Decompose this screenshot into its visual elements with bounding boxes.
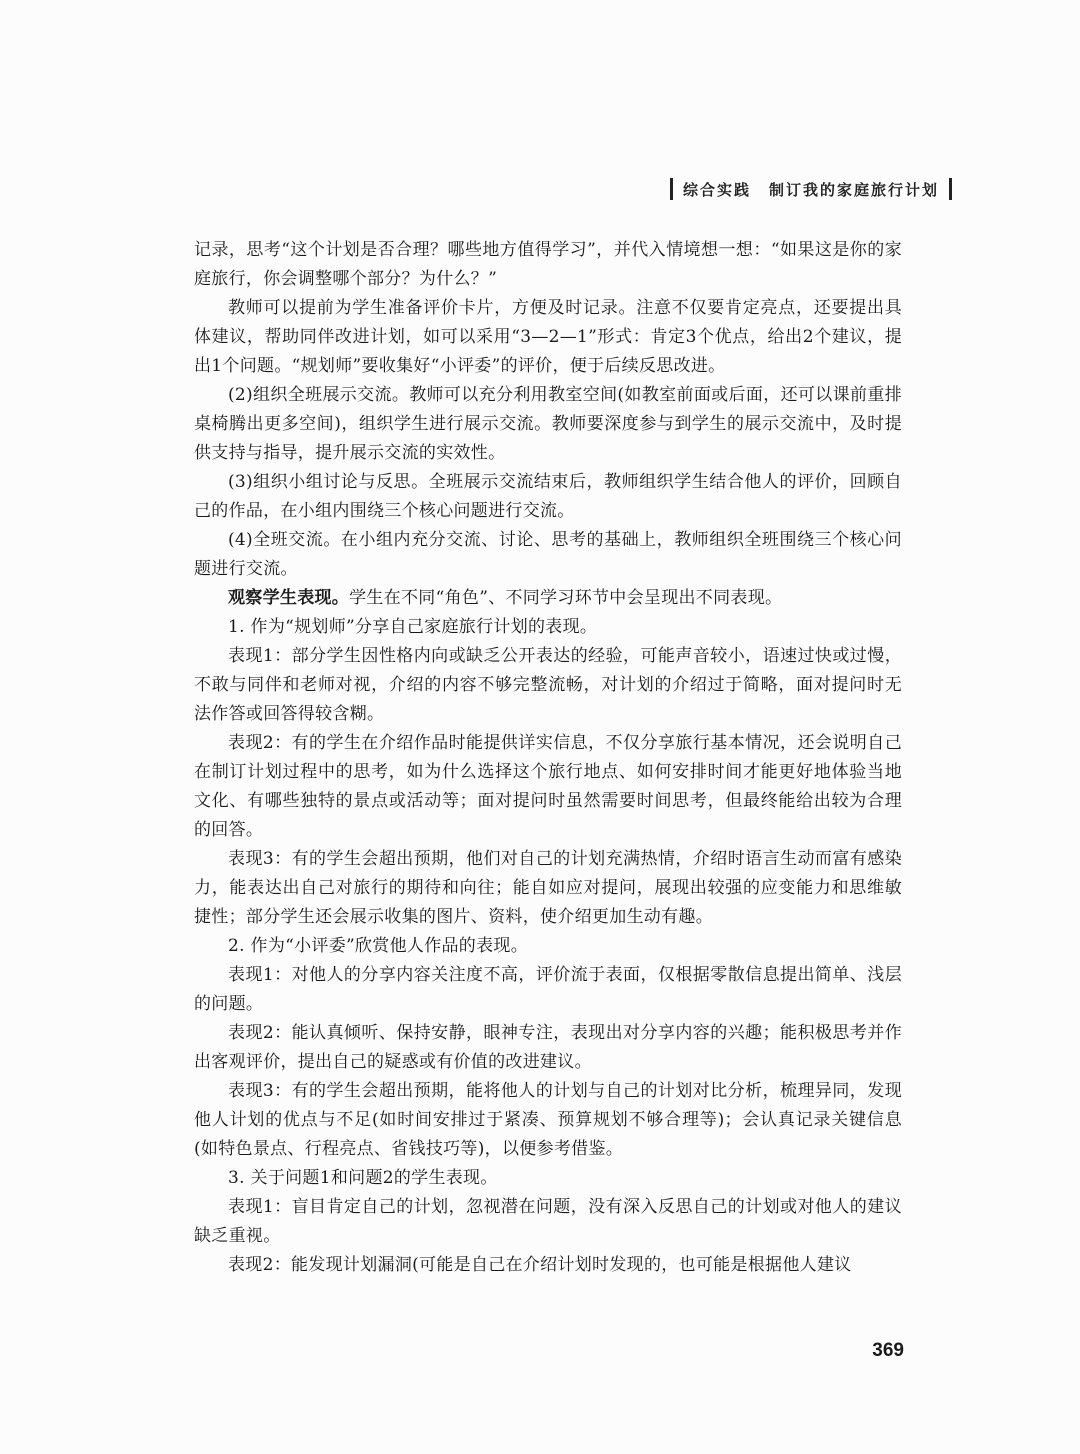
header-title: 制订我的家庭旅行计划 (768, 180, 939, 199)
paragraph: 表现2：能发现计划漏洞(可能是自己在介绍计划时发现的，也可能是根据他人建议 (228, 1255, 852, 1275)
paragraph: 3. 关于问题1和问题2的学生表现。 (228, 1168, 498, 1188)
paragraph: 教师可以提前为学生准备评价卡片，方便及时记录。注意不仅要肯定亮点，还要提出具体建议，帮助同伴改进计划，如可以采用“3—2—1”形式：肯定3个优点，给出2个建议，提出1个问题。“规划师”要收集好“小评委”的评价，便于后续反思改进。 (194, 298, 902, 376)
page-number: 369 (872, 1340, 904, 1361)
running-header (670, 178, 952, 200)
paragraph: 表现2：有的学生在介绍作品时能提供详实信息，不仅分享旅行基本情况，还会说明自己在制订计划过程中的思考，如为什么选择这个旅行地点、如何安排时间才能更好地体验当地文化、有哪些独特的景点或活动等；面对提问时虽然需要时间思考，但最终能给出较为合理的回答。 (194, 733, 902, 840)
paragraph: 表现1：盲目肯定自己的计划，忽视潜在问题，没有深入反思自己的计划或对他人的建议缺乏重视。 (194, 1197, 902, 1246)
paragraph: 2. 作为“小评委”欣赏他人作品的表现。 (228, 936, 529, 956)
paragraph: (4)全班交流。在小组内充分交流、讨论、思考的基础上，教师组织全班围绕三个核心问题进行交流。 (194, 530, 902, 579)
paragraph (194, 584, 902, 613)
paragraph: (3)组织小组讨论与反思。全班展示交流结束后，教师组织学生结合他人的评价，回顾自己的作品，在小组内围绕三个核心问题进行交流。 (194, 472, 902, 521)
header-text (673, 179, 949, 200)
header-right-bar (949, 178, 952, 200)
paragraph: 表现1：部分学生因性格内向或缺乏公开表达的经验，可能声音较小，语速过快或过慢，不敢与同伴和老师对视，介绍的内容不够完整流畅，对计划的介绍过于简略，面对提问时无法作答或回答得较含糊。 (194, 646, 902, 724)
paragraph: (2)组织全班展示交流。教师可以充分利用教室空间(如教室前面或后面，还可以课前重排桌椅腾出更多空间)，组织学生进行展示交流。教师要深度参与到学生的展示交流中，及时提供支持与指导，提升展示交流的实效性。 (194, 385, 902, 463)
paragraph: 表现3：有的学生会超出预期，他们对自己的计划充满热情，介绍时语言生动而富有感染力，能表达出自己对旅行的期待和向往；能自如应对提问，展现出较强的应变能力和思维敏捷性；部分学生还会展示收集的图片、资料，使介绍更加生动有趣。 (194, 849, 902, 927)
body-text (194, 236, 902, 1280)
paragraph: 记录，思考“这个计划是否合理？哪些地方值得学习”，并代入情境想一想：“如果这是你的家庭旅行，你会调整哪个部分？为什么？” (194, 240, 902, 289)
paragraph: 1. 作为“规划师”分享自己家庭旅行计划的表现。 (228, 617, 598, 637)
paragraph: 表现1：对他人的分享内容关注度不高，评价流于表面，仅根据零散信息提出简单、浅层的问题。 (194, 965, 902, 1014)
paragraph-body: 学生在不同“角色”、不同学习环节中会呈现出不同表现。 (349, 588, 783, 608)
paragraph: 表现3：有的学生会超出预期，能将他人的计划与自己的计划对比分析，梳理异同，发现他人计划的优点与不足(如时间安排过于紧凑、预算规划不够合理等)；会认真记录关键信息(如特色景点、行程亮点、省钱技巧等)，以便参考借鉴。 (194, 1081, 902, 1159)
header-section: 综合实践 (682, 180, 751, 199)
paragraph: 表现2：能认真倾听、保持安静，眼神专注，表现出对分享内容的兴趣；能积极思考并作出客观评价，提出自己的疑惑或有价值的改进建议。 (194, 1023, 902, 1072)
paragraph-lead: 观察学生表现。 (228, 588, 350, 608)
